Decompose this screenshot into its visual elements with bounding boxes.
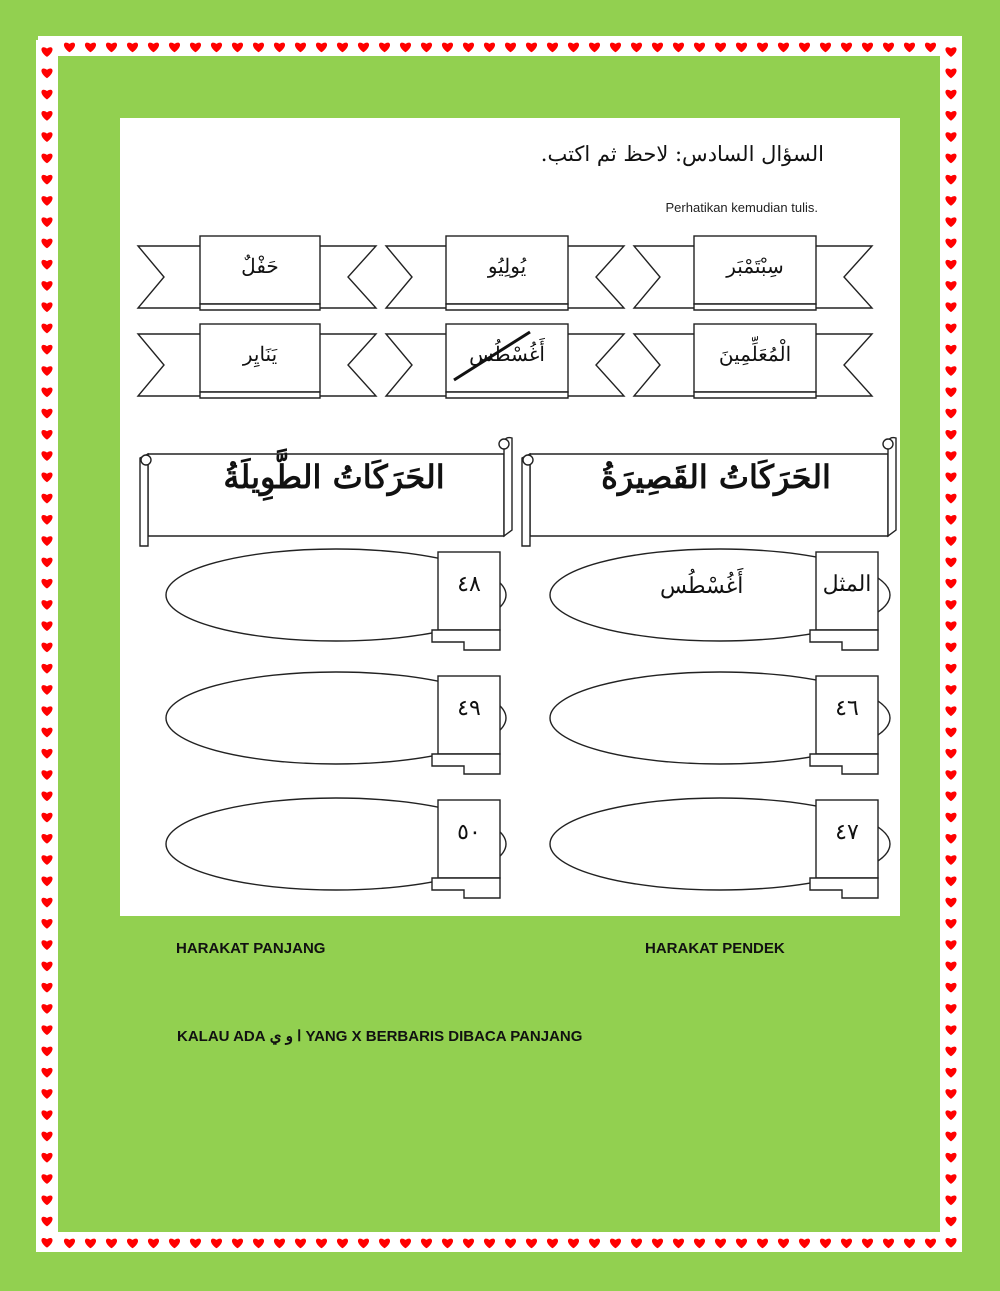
heart-border-top — [38, 36, 962, 56]
example-answer: أَغُسْطُس — [660, 574, 744, 599]
short-item-label: ٤٦ — [835, 696, 859, 721]
short-vowels-title: الحَرَكَاتُ القَصِيرَةُ — [601, 458, 831, 496]
short-item-label: ٤٧ — [835, 820, 859, 845]
rule-note-before: KALAU ADA — [177, 1028, 266, 1045]
instruction-text: Perhatikan kemudian tulis. — [665, 200, 818, 215]
heart-border-bottom — [38, 1232, 962, 1252]
long-item-label: ٤٩ — [457, 696, 481, 721]
rule-note-after: YANG X BERBARIS DIBACA PANJANG — [305, 1028, 583, 1045]
question-title: السؤال السادس: لاحظ ثم اكتب. — [540, 142, 824, 166]
caption-harakat-pendek: HARAKAT PENDEK — [645, 940, 785, 957]
scroll-and-oval-shapes — [120, 118, 900, 916]
heart-border-right — [940, 40, 962, 1252]
long-vowels-title: الحَرَكَاتُ الطَّوِيلَةُ — [223, 458, 445, 496]
worksheet — [120, 118, 900, 916]
word-party: حَفْلٌ — [241, 254, 279, 278]
word-teachers: الْمُعَلِّمِينَ — [718, 342, 792, 366]
long-item-label: ٤٨ — [457, 572, 481, 597]
long-item-label: ٥٠ — [457, 820, 481, 845]
caption-harakat-panjang: HARAKAT PANJANG — [176, 940, 326, 957]
short-item-label: المثل — [822, 572, 872, 597]
rule-note — [177, 1027, 582, 1045]
word-september: سِبْتَمْبَر — [726, 254, 784, 278]
word-january: يَنَايِر — [242, 342, 278, 366]
word-august-crossed: أَغُسْطُس — [469, 342, 545, 366]
word-july: يُولِيُو — [487, 254, 527, 278]
rule-note-letters: ا و ي — [269, 1028, 302, 1045]
heart-border-left — [36, 40, 58, 1252]
